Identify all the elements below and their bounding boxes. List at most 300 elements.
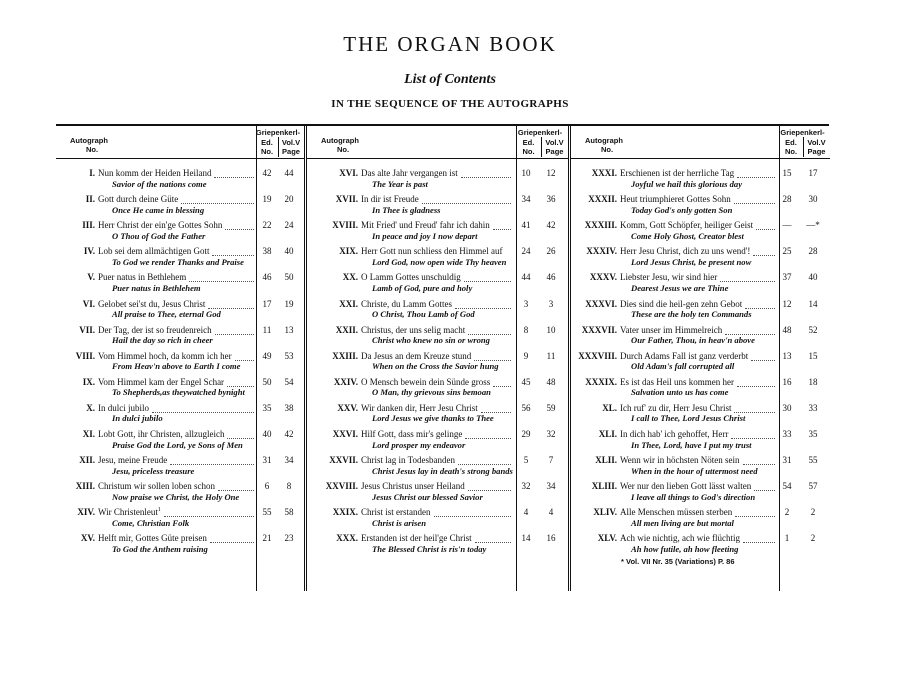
entry-title: Herr Jesu Christ, dich zu uns wend'! — [620, 246, 751, 257]
entry-title: Es ist das Heil uns kommen her — [620, 376, 734, 387]
entry-page: 40 — [808, 272, 818, 283]
leader-dots — [493, 229, 511, 230]
entry-translation: The Year is past — [372, 178, 428, 189]
entry-number: II. — [85, 194, 95, 205]
entry-page: 7 — [548, 455, 554, 466]
leader-dots — [751, 360, 775, 361]
entry-number: XXXVII. — [581, 324, 617, 335]
entry-number: XIII. — [75, 481, 95, 492]
entry-title: Nun komm der Heiden Heiland — [98, 168, 212, 178]
entry-page: 40 — [284, 246, 294, 257]
entry-page: 12 — [546, 168, 556, 178]
entry-translation: Joyful we hail this glorious day — [631, 178, 743, 189]
entry-number: VII. — [79, 324, 95, 335]
entry-number: XLV. — [597, 533, 617, 544]
leader-dots — [208, 308, 254, 309]
entry-title: Wer nur den lieben Gott lässt walten — [620, 481, 752, 492]
header-page: Page — [807, 147, 826, 156]
entry-title: Herr Gott nun schliess den Himmel auf — [361, 246, 503, 257]
leader-dots — [474, 360, 511, 361]
entry-page: 3 — [548, 298, 554, 309]
entry-number: IV. — [83, 246, 95, 257]
entry-translation: Hail the day so rich in cheer — [112, 335, 213, 346]
entry-page: 52 — [808, 324, 818, 335]
entry-number: I. — [89, 168, 95, 178]
entry-page: 42 — [546, 220, 556, 231]
entry-title: Durch Adams Fall ist ganz verderbt — [620, 350, 749, 361]
leader-dots — [227, 386, 254, 387]
entry-number: XXXV. — [589, 272, 617, 283]
entry-number: XXII. — [335, 324, 358, 335]
entry-ed-no: 16 — [782, 376, 792, 387]
leader-dots — [152, 412, 254, 413]
entry-page: 8 — [286, 481, 292, 492]
entry-title: Christum wir sollen loben schon — [98, 481, 215, 492]
leader-dots — [743, 542, 775, 543]
entry-ed-no: 24 — [521, 246, 531, 257]
entry-translation: When in the hour of uttermost need — [631, 465, 758, 476]
entry-title: Puer natus in Bethlehem — [98, 272, 187, 283]
entry-ed-no: 15 — [782, 168, 792, 178]
header-vol: Vol.V — [281, 138, 301, 147]
entry-number: VI. — [82, 298, 95, 309]
leader-dots — [422, 203, 511, 204]
entry-title: Hilf Gott, dass mir's gelinge — [361, 429, 463, 439]
header-rule — [56, 158, 304, 159]
leader-dots — [464, 281, 511, 282]
entry-page: 18 — [808, 376, 818, 387]
entry-translation: Christ who knew no sin or wrong — [372, 335, 490, 346]
entry-ed-no: 1 — [784, 533, 790, 544]
entry-ed-no: 2 — [784, 507, 790, 518]
entry-page: 14 — [808, 298, 818, 309]
entry-number: XXXI. — [591, 168, 617, 178]
leader-dots — [181, 203, 254, 204]
entry-translation: To God the Anthem raising — [112, 543, 208, 554]
leader-dots — [227, 438, 254, 439]
header-autograph-no: No. — [86, 145, 99, 154]
header-griepenkerl: Griepenkerl- — [255, 128, 301, 137]
entry-ed-no: 55 — [262, 507, 272, 518]
entry-number: XV. — [80, 533, 95, 544]
entry-translation: Today God's only gotten Son — [631, 204, 733, 215]
leader-dots — [720, 281, 775, 282]
entry-translation: Praise God the Lord, ye Sons of Men — [112, 439, 243, 450]
entry-title: Helft mir, Gottes Güte preisen — [98, 533, 207, 544]
leader-dots — [475, 542, 511, 543]
header-page: Page — [545, 147, 564, 156]
entry-translation: Come, Christian Folk — [112, 517, 190, 528]
entry-title: Erstanden ist der heil'ge Christ — [361, 533, 472, 544]
entry-number: III. — [82, 220, 95, 231]
entry-page: 17 — [808, 168, 818, 178]
entry-page: 48 — [546, 376, 556, 387]
entry-title-superscript: 1 — [157, 507, 161, 514]
entry-translation: Our Father, Thou, in heav'n above — [631, 335, 755, 346]
leader-dots — [745, 308, 775, 309]
entry-page: 11 — [546, 350, 556, 361]
entry-title: Der Tag, der ist so freudenreich — [98, 324, 212, 335]
entry-title: Mit Fried' und Freud' fahr ich dahin — [361, 220, 490, 231]
entry-translation: In Thee is gladness — [372, 204, 441, 215]
entry-number: XI. — [82, 429, 95, 439]
header-griepenkerl: Griepenkerl- — [780, 128, 825, 137]
entry-number: XXXIX. — [585, 376, 617, 387]
entry-page: 34 — [546, 481, 556, 492]
entry-number: XXIII. — [332, 350, 358, 361]
entry-ed-no: 17 — [262, 298, 272, 309]
entry-number: XVI. — [339, 168, 358, 178]
header-autograph-no: No. — [601, 145, 614, 154]
entry-ed-no: 54 — [782, 481, 792, 492]
entry-title: Da Jesus an dem Kreuze stund — [361, 350, 472, 361]
page-title: THE ORGAN BOOK — [343, 32, 557, 56]
entry-title: Heut triumphieret Gottes Sohn — [620, 194, 731, 205]
entry-number: XXXIV. — [586, 246, 617, 257]
entry-page: 58 — [284, 507, 294, 518]
entry-title: Vom Himmel kam der Engel Schar — [98, 376, 225, 387]
entry-number: XXIX. — [332, 507, 358, 518]
entry-translation: From Heav'n above to Earth I come — [112, 361, 241, 372]
entry-translation: I call to Thee, Lord Jesus Christ — [631, 413, 746, 424]
entry-page: 15 — [808, 350, 818, 361]
entry-ed-no: 31 — [262, 455, 272, 466]
leader-dots — [210, 542, 254, 543]
entry-ed-no: 3 — [523, 298, 529, 309]
entry-number: XXXIII. — [584, 220, 617, 231]
header-divider — [516, 125, 517, 591]
entry-number: XLIV. — [593, 507, 617, 518]
entry-ed-no: 44 — [521, 272, 531, 283]
entry-ed-no: 8 — [523, 324, 529, 335]
entry-translation: O Man, thy grievous sins bemoan — [372, 387, 491, 398]
entry-title: Erschienen ist der herrliche Tag — [620, 168, 735, 178]
entry-number: XXVIII. — [325, 481, 358, 492]
entry-ed-no: 40 — [262, 429, 272, 439]
entry-title: In dulci jubilo — [98, 402, 149, 413]
entry-translation: Puer natus in Bethlehem — [112, 282, 201, 293]
leader-dots — [753, 255, 775, 256]
entry-title: Christus, der uns selig macht — [361, 324, 466, 335]
header-ed: Ed. — [785, 138, 797, 147]
entry-page: —* — [806, 220, 820, 231]
entry-page: 54 — [284, 376, 294, 387]
entry-number: X. — [86, 402, 95, 413]
entry-translation: All men living are but mortal — [631, 517, 734, 528]
entry-translation: O Thou of God the Father — [112, 230, 206, 241]
entry-ed-no: 45 — [521, 376, 531, 387]
entry-title: Wenn wir in höchsten Nöten sein — [620, 455, 740, 466]
entry-number: XXIV. — [333, 376, 358, 387]
entry-title: Liebster Jesu, wir sind hier — [620, 272, 718, 283]
entry-title: Gott durch deine Güte — [98, 194, 179, 205]
entry-title: Das alte Jahr vergangen ist — [361, 168, 458, 178]
entry-title: Alle Menschen müssen sterben — [620, 507, 733, 518]
header-autograph-no: No. — [337, 145, 350, 154]
leader-dots — [215, 334, 254, 335]
entry-title: In dir ist Freude — [361, 194, 419, 205]
leader-dots — [725, 334, 775, 335]
entry-number: XII. — [79, 455, 95, 466]
entry-page: 28 — [808, 246, 818, 257]
entry-page: 10 — [546, 324, 556, 335]
entry-title: Gelobet sei'st du, Jesus Christ — [98, 298, 206, 309]
entry-ed-no: 37 — [782, 272, 792, 283]
entry-ed-no: 28 — [782, 194, 792, 205]
leader-dots — [481, 412, 511, 413]
entry-number: XXX. — [336, 533, 358, 544]
entry-translation: In dulci jubilo — [112, 413, 163, 424]
entry-translation: In Thee, Lord, have I put my trust — [631, 439, 752, 450]
entry-title: Wir Christenleut$^1$ — [98, 507, 161, 518]
leader-dots — [465, 438, 511, 439]
entry-page: 26 — [546, 246, 556, 257]
entry-ed-no: 30 — [782, 402, 792, 413]
entry-number: XXVII. — [329, 455, 358, 466]
entry-page: 13 — [284, 324, 294, 335]
entry-ed-no: 22 — [262, 220, 272, 231]
entry-title: Komm, Gott Schöpfer, heiliger Geist — [620, 220, 754, 231]
entry-ed-no: 35 — [262, 402, 272, 413]
entry-title: Herr Christ der ein'ge Gottes Sohn — [98, 220, 223, 231]
leader-dots — [468, 490, 511, 491]
leader-dots — [737, 386, 775, 387]
leader-dots — [218, 490, 254, 491]
leader-dots — [734, 412, 775, 413]
entry-translation: O Christ, Thou Lamb of God — [372, 309, 475, 319]
entry-ed-no: 14 — [521, 533, 531, 544]
entry-ed-no: 6 — [264, 481, 270, 492]
entry-number: XLI. — [598, 429, 617, 439]
entry-ed-no: 9 — [523, 350, 529, 361]
entry-ed-no: — — [782, 220, 792, 231]
leader-dots — [737, 177, 775, 178]
entry-page: 24 — [284, 220, 294, 231]
entry-page: 19 — [284, 298, 294, 309]
leader-dots — [164, 516, 254, 517]
leader-dots — [743, 464, 775, 465]
entry-title: Christe, du Lamm Gottes — [361, 298, 452, 309]
entry-number: VIII. — [75, 350, 95, 361]
entry-translation: Lamb of God, pure and holy — [372, 282, 473, 293]
entry-translation: I leave all things to God's direction — [631, 491, 756, 502]
entry-translation: These are the holy ten Commands — [631, 309, 752, 319]
entry-title: Jesu, meine Freude — [98, 455, 168, 466]
leader-dots — [468, 334, 511, 335]
entry-page: 57 — [808, 481, 818, 492]
header-ed: Ed. — [522, 138, 535, 147]
entry-translation: Old Adam's fall corrupted all — [631, 361, 735, 372]
header-divider — [803, 137, 804, 157]
header-rule — [571, 158, 830, 159]
header-page: Page — [282, 147, 300, 156]
leader-dots — [434, 516, 512, 517]
entry-title: O Lamm Gottes unschuldig — [361, 272, 461, 283]
entry-page: 4 — [548, 507, 554, 518]
entry-ed-no: 56 — [521, 402, 531, 413]
header-griepenkerl: Griepenkerl- — [517, 128, 563, 137]
entry-ed-no: 33 — [782, 429, 792, 439]
entry-page: 50 — [284, 272, 294, 283]
entry-number: XX. — [342, 272, 358, 283]
entry-ed-no: 10 — [521, 168, 531, 178]
entry-title: Lobt Gott, ihr Christen, allzugleich — [98, 429, 225, 439]
entry-number: XIV. — [77, 507, 95, 518]
header-ed-no: No. — [522, 147, 535, 156]
entry-title: Ach wie nichtig, ach wie flüchtig — [620, 533, 740, 544]
entry-page: 2 — [810, 533, 816, 544]
entry-ed-no: 21 — [262, 533, 272, 544]
entry-translation: Salvation unto us has come — [631, 387, 729, 398]
header-divider — [256, 125, 257, 591]
entry-translation: In peace and joy I now depart — [372, 230, 478, 241]
entry-ed-no: 31 — [782, 455, 792, 466]
entry-title: Lob sei dem allmächtigen Gott — [98, 246, 210, 257]
entry-page: 2 — [810, 507, 816, 518]
entry-ed-no: 46 — [262, 272, 272, 283]
entry-translation: Lord Jesus we give thanks to Thee — [372, 413, 494, 424]
header-ed-no: No. — [784, 147, 798, 156]
entry-translation: All praise to Thee, eternal God — [112, 309, 221, 319]
entry-number: XVII. — [335, 194, 358, 205]
page-subtitle-2: IN THE SEQUENCE OF THE AUTOGRAPHS — [331, 98, 569, 110]
entry-title: Jesus Christus unser Heiland — [361, 481, 465, 492]
entry-number: XIX. — [339, 246, 358, 257]
entry-ed-no: 25 — [782, 246, 792, 257]
leader-dots — [461, 177, 511, 178]
entry-page: 44 — [284, 168, 294, 178]
entry-ed-no: 41 — [521, 220, 531, 231]
leader-dots — [493, 386, 511, 387]
footnote: * Vol. VII Nr. 35 (Variations) P. 86 — [621, 556, 735, 566]
header-divider — [541, 137, 542, 157]
leader-dots — [455, 308, 511, 309]
entry-translation: Ah how futile, ah how fleeting — [631, 543, 739, 554]
leader-dots — [756, 229, 775, 230]
entry-number: XXXVIII. — [578, 350, 617, 361]
entry-page: 59 — [546, 402, 556, 413]
entry-translation: Jesu, priceless treasure — [112, 465, 195, 476]
entry-page: 16 — [546, 533, 556, 544]
entry-ed-no: 32 — [521, 481, 531, 492]
entry-translation: Lord God, now open wide Thy heaven — [372, 256, 507, 267]
entry-page: 46 — [546, 272, 556, 283]
entry-translation: To Shepherds,as theywatched bynight — [112, 387, 245, 398]
entry-translation: The Blessed Christ is ris'n today — [372, 543, 487, 554]
entry-ed-no: 48 — [782, 324, 792, 335]
entry-ed-no: 42 — [262, 168, 272, 178]
entry-translation: Jesus Christ our blessed Savior — [372, 491, 483, 502]
entry-translation: Christ is arisen — [372, 517, 426, 528]
header-autograph: Autograph — [321, 136, 359, 145]
entry-number: XXVI. — [332, 429, 358, 439]
entry-page: 23 — [284, 533, 294, 544]
entry-translation: Now praise we Christ, the Holy One — [112, 491, 240, 502]
entry-ed-no: 13 — [782, 350, 792, 361]
entry-title: Vom Himmel hoch, da komm ich her — [98, 350, 232, 361]
header-autograph: Autograph — [585, 136, 623, 145]
entry-page: 33 — [808, 402, 818, 413]
leader-dots — [212, 255, 254, 256]
entry-title: O Mensch bewein dein Sünde gross — [361, 376, 491, 387]
header-vol: Vol.V — [545, 138, 564, 147]
entry-title: Wir danken dir, Herr Jesu Christ — [361, 402, 478, 413]
entry-number: XXI. — [339, 298, 358, 309]
entry-page: 55 — [808, 455, 818, 466]
entry-ed-no: 12 — [782, 298, 792, 309]
entry-page: 42 — [284, 429, 294, 439]
entry-title: Ich ruf' zu dir, Herr Jesu Christ — [620, 402, 732, 413]
entry-translation: Dearest Jesus we are Thine — [631, 282, 729, 293]
leader-dots — [754, 490, 775, 491]
header-ed-no: No. — [260, 147, 274, 156]
entry-title: Christ lag in Todesbanden — [361, 455, 455, 466]
entry-translation: Lord Jesus Christ, be present now — [631, 256, 752, 267]
entry-page: 35 — [808, 429, 818, 439]
entry-page: 53 — [284, 350, 294, 361]
entry-number: XXXVI. — [585, 298, 617, 309]
leader-dots — [734, 203, 775, 204]
entry-translation: Come Holy Ghost, Creator blest — [631, 230, 744, 241]
entry-translation: Savior of the nations come — [112, 178, 207, 189]
header-vol: Vol.V — [807, 138, 826, 147]
entry-ed-no: 19 — [262, 194, 272, 205]
entry-title: Christ ist erstanden — [361, 507, 431, 518]
entry-number: XVIII. — [332, 220, 358, 231]
entry-translation: When on the Cross the Savior hung — [372, 361, 499, 372]
header-rule — [307, 158, 568, 159]
entry-number: XLII. — [595, 455, 617, 466]
entry-page: 34 — [284, 455, 294, 466]
entry-title: In dich hab' ich gehoffet, Herr — [620, 429, 729, 439]
entry-page: 32 — [546, 429, 556, 439]
entry-title: Vater unser im Himmelreich — [620, 324, 723, 335]
page-subtitle: List of Contents — [404, 72, 496, 87]
entry-page: 38 — [284, 402, 294, 413]
entry-ed-no: 49 — [262, 350, 272, 361]
entry-number: IX. — [82, 376, 95, 387]
entry-page: 36 — [546, 194, 556, 205]
leader-dots — [458, 464, 511, 465]
entry-number: V. — [87, 272, 95, 283]
leader-dots — [214, 177, 254, 178]
entry-number: XXXII. — [588, 194, 617, 205]
entry-ed-no: 50 — [262, 376, 272, 387]
entry-ed-no: 4 — [523, 507, 529, 518]
entry-translation: To God we render Thanks and Praise — [112, 256, 244, 267]
leader-dots — [731, 438, 775, 439]
leader-dots — [235, 360, 254, 361]
leader-dots — [189, 281, 254, 282]
entry-ed-no: 38 — [262, 246, 272, 257]
entry-number: XXV. — [337, 402, 358, 413]
entry-number: XLIII. — [591, 481, 617, 492]
entry-ed-no: 34 — [521, 194, 531, 205]
header-divider — [278, 137, 279, 157]
leader-dots — [225, 229, 254, 230]
entry-number: XL. — [602, 402, 617, 413]
entry-translation: Lord prosper my endeavor — [372, 439, 466, 450]
entry-page: 30 — [808, 194, 818, 205]
entry-ed-no: 11 — [262, 324, 272, 335]
entry-ed-no: 5 — [523, 455, 529, 466]
entry-title: Dies sind die heil-gen zehn Gebot — [620, 298, 743, 309]
entry-translation: Christ Jesus lay in death's strong bands — [372, 465, 513, 476]
header-autograph: Autograph — [70, 136, 108, 145]
header-ed: Ed. — [261, 138, 273, 147]
entry-ed-no: 29 — [521, 429, 531, 439]
leader-dots — [735, 516, 775, 517]
